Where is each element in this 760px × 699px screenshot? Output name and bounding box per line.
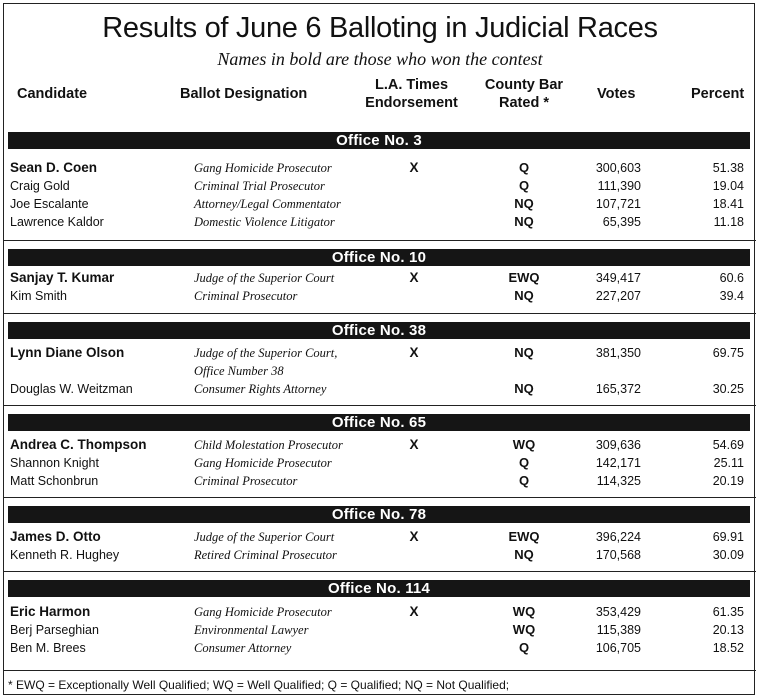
endorsement-mark: X xyxy=(409,345,419,360)
header-county-bar xyxy=(474,76,574,112)
section-divider xyxy=(4,240,756,241)
header-ballot-designation: Ballot Designation xyxy=(180,86,308,102)
office-header-bar: Office No. 10 xyxy=(8,249,750,266)
office-header-bar: Office No. 3 xyxy=(8,132,750,149)
candidate-row xyxy=(4,603,756,621)
ballot-designation: Child Molestation Prosecutor xyxy=(194,438,343,452)
ballot-designation: Gang Homicide Prosecutor xyxy=(194,605,332,619)
candidate-row xyxy=(4,213,756,231)
header-candidate: Candidate xyxy=(17,86,88,102)
ballot-designation: Consumer Attorney xyxy=(194,641,292,655)
candidate-row xyxy=(4,380,756,398)
vote-count: 300,603 xyxy=(595,161,641,175)
candidate-name: Douglas W. Weitzman xyxy=(10,382,133,396)
ballot-designation: Criminal Prosecutor xyxy=(194,474,298,488)
candidate-name: Berj Parseghian xyxy=(10,623,99,637)
bar-rating: Q xyxy=(518,455,530,470)
bar-rating: NQ xyxy=(514,288,534,303)
ballot-designation: Gang Homicide Prosecutor xyxy=(194,456,332,470)
page-title: Results of June 6 Balloting in Judicial Races xyxy=(102,12,658,44)
vote-count: 309,636 xyxy=(595,438,641,452)
bar-rating: EWQ xyxy=(508,529,540,544)
header-endorsement-line1: L.A. Times xyxy=(374,77,449,93)
candidate-name: James D. Otto xyxy=(10,529,101,544)
endorsement-mark: X xyxy=(409,604,419,619)
vote-count: 111,390 xyxy=(597,179,641,193)
candidate-row xyxy=(4,454,756,472)
vote-percent: 18.52 xyxy=(712,641,744,655)
header-endorsement xyxy=(349,76,474,112)
candidate-name: Ben M. Brees xyxy=(10,641,86,655)
candidate-name: Matt Schonbrun xyxy=(10,474,99,488)
vote-percent: 69.91 xyxy=(712,530,744,544)
vote-count: 170,568 xyxy=(595,548,641,562)
ballot-designation: Judge of the Superior Court xyxy=(194,530,335,544)
office-header-bar: Office No. 65 xyxy=(8,414,750,431)
bar-rating: Q xyxy=(518,160,530,175)
footnote-divider xyxy=(4,670,756,671)
vote-percent: 18.41 xyxy=(712,197,744,211)
section-divider xyxy=(4,405,756,406)
candidate-row xyxy=(4,269,756,287)
endorsement-mark: X xyxy=(409,437,419,452)
page-subtitle: Names in bold are those who won the contest xyxy=(217,49,543,69)
vote-count: 353,429 xyxy=(595,605,641,619)
candidate-name: Joe Escalante xyxy=(10,197,89,211)
candidate-name: Kenneth R. Hughey xyxy=(10,548,120,562)
vote-percent: 11.18 xyxy=(713,215,744,229)
candidate-row xyxy=(4,436,756,454)
vote-count: 114,325 xyxy=(596,474,641,488)
vote-count: 115,389 xyxy=(596,623,641,637)
ballot-designation: Consumer Rights Attorney xyxy=(194,382,327,396)
vote-percent: 51.38 xyxy=(712,161,744,175)
vote-count: 107,721 xyxy=(595,197,641,211)
candidate-name: Sanjay T. Kumar xyxy=(10,270,115,285)
vote-count: 142,171 xyxy=(595,456,641,470)
candidate-name: Lynn Diane Olson xyxy=(10,345,125,360)
vote-count: 227,207 xyxy=(595,289,641,303)
vote-count: 165,372 xyxy=(595,382,641,396)
bar-rating: NQ xyxy=(514,381,534,396)
office-header-bar: Office No. 38 xyxy=(8,322,750,339)
vote-percent: 69.75 xyxy=(712,346,744,360)
vote-percent: 30.25 xyxy=(712,382,744,396)
vote-percent: 25.11 xyxy=(713,456,744,470)
ballot-designation: Judge of the Superior Court xyxy=(194,271,335,285)
office-header-bar: Office No. 78 xyxy=(8,506,750,523)
header-county-bar-line2: Rated * xyxy=(499,95,549,111)
candidate-row xyxy=(4,639,756,657)
bar-rating: WQ xyxy=(512,437,536,452)
section-divider xyxy=(4,313,756,314)
candidate-row xyxy=(4,159,756,177)
candidate-row xyxy=(4,546,756,564)
ballot-designation-line2: Office Number 38 xyxy=(194,364,284,378)
vote-count: 106,705 xyxy=(595,641,641,655)
bar-rating: Q xyxy=(518,178,530,193)
results-table-frame xyxy=(3,3,755,695)
vote-percent: 20.19 xyxy=(712,474,744,488)
endorsement-mark: X xyxy=(409,270,419,285)
vote-count: 396,224 xyxy=(595,530,641,544)
header-percent: Percent xyxy=(691,86,745,102)
ballot-designation: Attorney/Legal Commentator xyxy=(194,197,341,211)
ballot-designation: Gang Homicide Prosecutor xyxy=(194,161,332,175)
bar-rating: NQ xyxy=(514,196,534,211)
vote-percent: 20.13 xyxy=(712,623,744,637)
bar-rating: Q xyxy=(518,640,530,655)
bar-rating: Q xyxy=(518,473,530,488)
candidate-name: Eric Harmon xyxy=(10,604,91,619)
vote-percent: 60.6 xyxy=(719,271,744,285)
header-votes: Votes xyxy=(597,86,636,102)
candidate-row xyxy=(4,195,756,213)
bar-rating: NQ xyxy=(514,547,534,562)
candidate-name: Lawrence Kaldor xyxy=(10,215,104,229)
bar-rating: EWQ xyxy=(508,270,540,285)
bar-rating: NQ xyxy=(514,214,534,229)
endorsement-mark: X xyxy=(409,529,419,544)
vote-percent: 30.09 xyxy=(712,548,744,562)
ballot-designation: Domestic Violence Litigator xyxy=(194,215,335,229)
vote-percent: 39.4 xyxy=(719,289,744,303)
bar-rating: WQ xyxy=(512,604,536,619)
ballot-designation: Criminal Prosecutor xyxy=(194,289,298,303)
vote-count: 381,350 xyxy=(595,346,641,360)
rating-footnote: * EWQ = Exceptionally Well Qualified; WQ = Well Qualified; Q = Qualified; NQ = Not Qualified; xyxy=(8,678,510,692)
office-header-bar: Office No. 114 xyxy=(8,580,750,597)
header-county-bar-line1: County Bar xyxy=(484,77,564,93)
vote-percent: 61.35 xyxy=(712,605,744,619)
candidate-row xyxy=(4,528,756,546)
vote-percent: 19.04 xyxy=(712,179,744,193)
candidate-name: Kim Smith xyxy=(10,289,67,303)
bar-rating: NQ xyxy=(514,345,534,360)
candidate-row xyxy=(4,287,756,305)
candidate-row xyxy=(4,344,756,378)
candidate-name: Sean D. Coen xyxy=(10,160,98,175)
section-divider xyxy=(4,571,756,572)
vote-count: 349,417 xyxy=(595,271,641,285)
header-endorsement-line2: Endorsement xyxy=(365,95,458,111)
section-divider xyxy=(4,497,756,498)
candidate-row xyxy=(4,177,756,195)
ballot-designation: Environmental Lawyer xyxy=(194,623,309,637)
ballot-designation: Criminal Trial Prosecutor xyxy=(194,179,325,193)
ballot-designation: Retired Criminal Prosecutor xyxy=(194,548,337,562)
candidate-name: Shannon Knight xyxy=(10,456,99,470)
vote-percent: 54.69 xyxy=(712,438,744,452)
bar-rating: WQ xyxy=(512,622,536,637)
candidate-name: Craig Gold xyxy=(10,179,70,193)
ballot-designation: Judge of the Superior Court, xyxy=(194,346,338,360)
vote-count: 65,395 xyxy=(602,215,641,229)
candidate-row xyxy=(4,621,756,639)
candidate-row xyxy=(4,472,756,490)
endorsement-mark: X xyxy=(409,160,419,175)
candidate-name: Andrea C. Thompson xyxy=(10,437,147,452)
